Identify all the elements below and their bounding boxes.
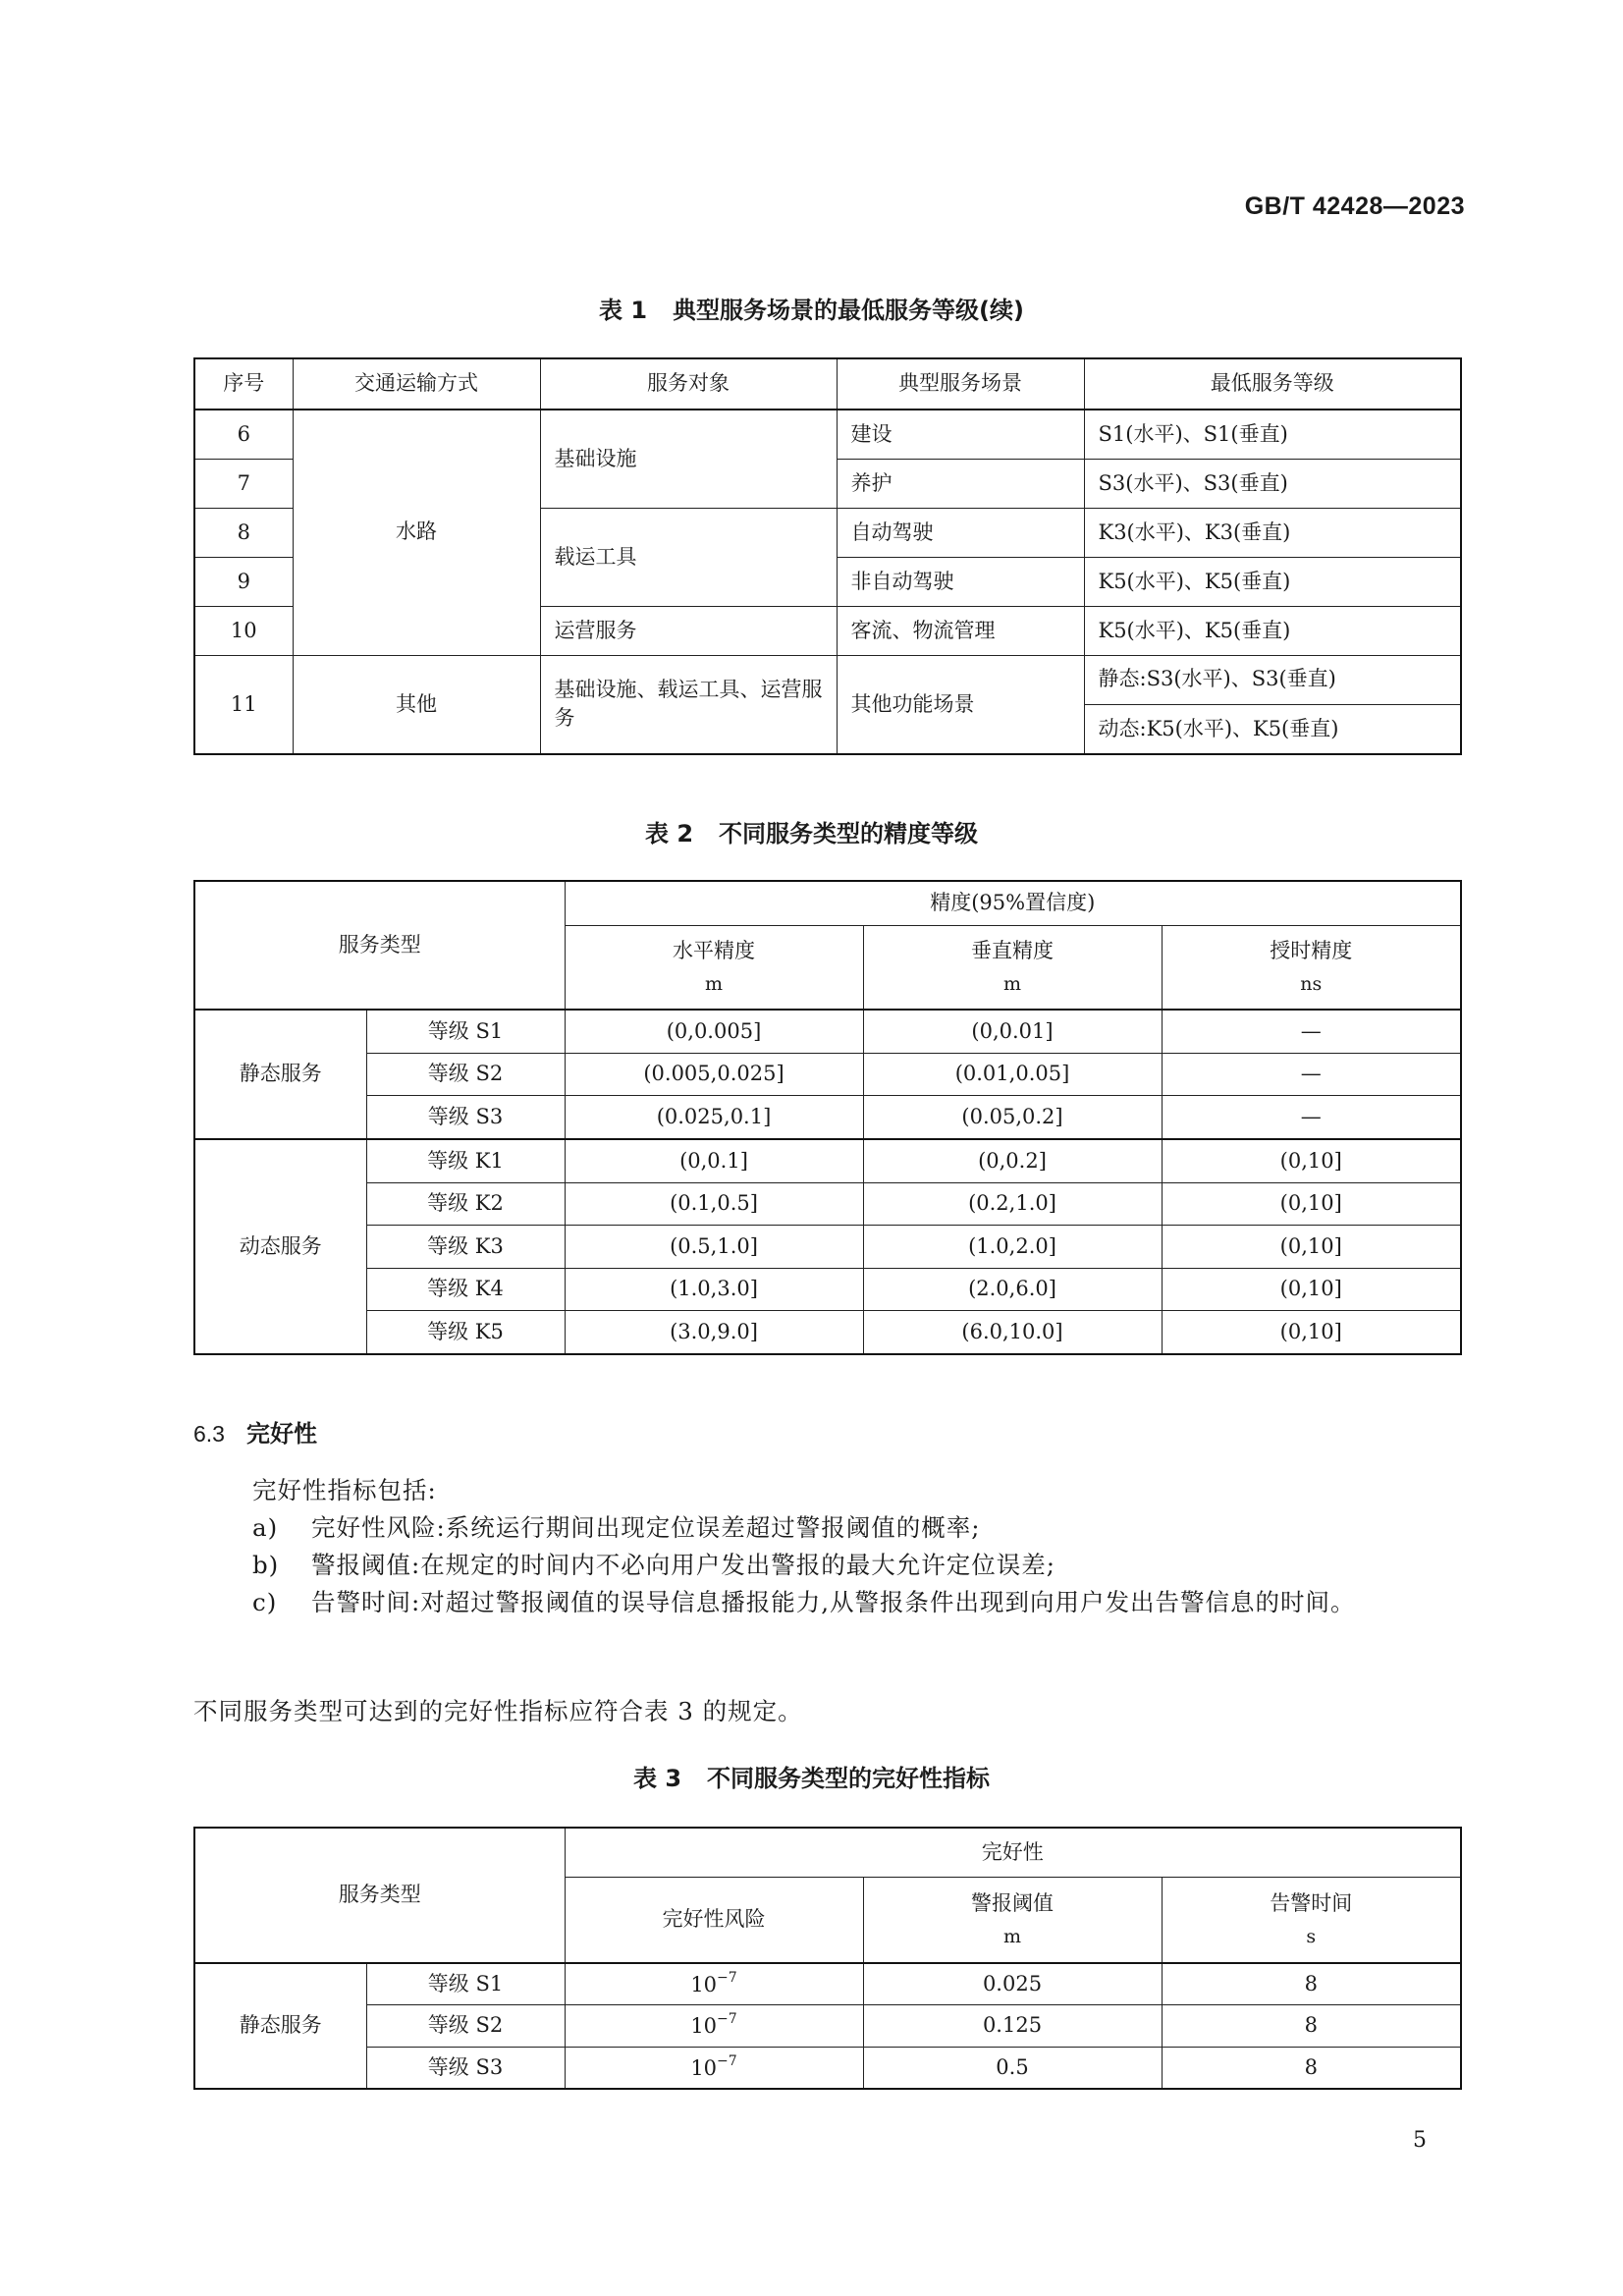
table3-caption-number: 表 3 — [632, 1765, 682, 1792]
horizontal-value: (0.5,1.0] — [565, 1226, 863, 1269]
table-row — [194, 2047, 1461, 2089]
table1-header-cell: 典型服务场景 — [837, 358, 1084, 410]
section-footer-text: 不同服务类型可达到的完好性指标应符合表 3 的规定。 — [193, 1697, 803, 1725]
row-number: 6 — [194, 410, 293, 460]
section-title: 完好性 — [245, 1420, 317, 1448]
service-object: 基础设施、载运工具、运营服务 — [540, 655, 837, 754]
timing-value: — — [1162, 1096, 1461, 1139]
table3-caption — [0, 1759, 1623, 1793]
table-row — [194, 1226, 1461, 1269]
grade-label: 等级 S2 — [366, 1053, 565, 1096]
grade-label: 等级 K4 — [366, 1268, 565, 1311]
table-row — [194, 1268, 1461, 1311]
table3 — [193, 1827, 1462, 2090]
dynamic-service-label: 动态服务 — [194, 1139, 366, 1354]
section-heading — [193, 1414, 317, 1449]
row-number: 9 — [194, 557, 293, 606]
min-service-level: K5(水平)、K5(垂直) — [1084, 606, 1461, 655]
table1-header-cell: 最低服务等级 — [1084, 358, 1461, 410]
table3-caption-title: 不同服务类型的完好性指标 — [707, 1765, 991, 1792]
min-service-level: 动态:K5(水平)、K5(垂直) — [1084, 704, 1461, 754]
service-scene: 其他功能场景 — [837, 655, 1084, 754]
alert-threshold-value: 0.025 — [863, 1963, 1162, 2005]
table-row — [194, 1096, 1461, 1139]
timing-value: (0,10] — [1162, 1139, 1461, 1182]
vertical-value: (0.05,0.2] — [863, 1096, 1162, 1139]
alert-threshold-value: 0.5 — [863, 2047, 1162, 2089]
table2 — [193, 880, 1462, 1355]
horizontal-value: (3.0,9.0] — [565, 1311, 863, 1354]
risk-exponent: −7 — [717, 2052, 737, 2069]
table-row — [194, 2005, 1461, 2047]
integrity-risk-header — [565, 1877, 863, 1963]
table-row — [194, 1963, 1461, 2005]
horizontal-value: (1.0,3.0] — [565, 1268, 863, 1311]
transport-mode: 其他 — [293, 655, 540, 754]
horizontal-value: (0,0.005] — [565, 1010, 863, 1053]
horizontal-value: (0.1,0.5] — [565, 1182, 863, 1226]
table2-caption-number: 表 2 — [644, 820, 694, 847]
list-marker: c) — [252, 1588, 278, 1616]
unit-label: m — [1002, 1926, 1022, 1948]
vertical-value: (1.0,2.0] — [863, 1226, 1162, 1269]
table-row — [194, 1010, 1461, 1053]
vertical-value: (0,0.01] — [863, 1010, 1162, 1053]
horizontal-value: (0.025,0.1] — [565, 1096, 863, 1139]
unit-label: s — [1306, 1926, 1317, 1948]
horizontal-precision-header — [565, 925, 863, 1010]
horizontal-value: (0.005,0.025] — [565, 1053, 863, 1096]
vertical-value: (0.2,1.0] — [863, 1182, 1162, 1226]
unit-label: m — [1002, 973, 1022, 996]
alert-time-header — [1162, 1877, 1461, 1963]
table1-caption-number: 表 1 — [599, 297, 648, 324]
row-number: 7 — [194, 459, 293, 508]
vertical-value: (0.01,0.05] — [863, 1053, 1162, 1096]
table1-header-cell: 交通运输方式 — [293, 358, 540, 410]
table2-caption — [0, 814, 1623, 848]
table-row — [194, 1139, 1461, 1182]
alert-threshold-value: 0.125 — [863, 2005, 1162, 2047]
table-row — [194, 1053, 1461, 1096]
alert-time-value: 8 — [1162, 2047, 1461, 2089]
precision-group-header: 精度(95%置信度) — [565, 881, 1461, 925]
timing-value: — — [1162, 1053, 1461, 1096]
vertical-value: (6.0,10.0] — [863, 1311, 1162, 1354]
min-service-level: K3(水平)、K3(垂直) — [1084, 508, 1461, 557]
table1-caption-title: 典型服务场景的最低服务等级(续) — [673, 297, 1024, 324]
page-number: 5 — [1413, 2128, 1427, 2153]
service-type-header: 服务类型 — [194, 881, 565, 1010]
static-service-label: 静态服务 — [194, 1010, 366, 1139]
section-intro: 完好性指标包括: — [252, 1476, 437, 1504]
service-scene: 养护 — [837, 459, 1084, 508]
service-scene: 客流、物流管理 — [837, 606, 1084, 655]
timing-value: (0,10] — [1162, 1268, 1461, 1311]
table2-header-row — [194, 881, 1461, 925]
header-label: 告警时间 — [1270, 1890, 1353, 1915]
unit-label: m — [704, 973, 724, 996]
header-label: 完好性风险 — [662, 1907, 766, 1932]
alert-threshold-header — [863, 1877, 1162, 1963]
table3-header-row — [194, 1828, 1461, 1877]
service-scene: 非自动驾驶 — [837, 557, 1084, 606]
grade-label: 等级 K5 — [366, 1311, 565, 1354]
row-number: 11 — [194, 655, 293, 754]
risk-base: 10 — [690, 2014, 718, 2039]
table-row — [194, 410, 1461, 460]
integrity-risk-value — [565, 2047, 863, 2089]
min-service-level: S1(水平)、S1(垂直) — [1084, 410, 1461, 460]
grade-label: 等级 S3 — [366, 1096, 565, 1139]
section-number: 6.3 — [193, 1421, 225, 1447]
grade-label: 等级 S2 — [366, 2005, 565, 2047]
service-scene: 自动驾驶 — [837, 508, 1084, 557]
timing-value: (0,10] — [1162, 1311, 1461, 1354]
table-row — [194, 655, 1461, 704]
horizontal-value: (0,0.1] — [565, 1139, 863, 1182]
vertical-precision-header — [863, 925, 1162, 1010]
service-object: 基础设施 — [540, 410, 837, 509]
table1-header-cell: 服务对象 — [540, 358, 837, 410]
static-service-label: 静态服务 — [194, 1963, 366, 2089]
table1 — [193, 357, 1462, 755]
list-marker: b) — [252, 1551, 280, 1579]
grade-label: 等级 K1 — [366, 1139, 565, 1182]
integrity-risk-value — [565, 1963, 863, 2005]
vertical-value: (2.0,6.0] — [863, 1268, 1162, 1311]
service-object: 载运工具 — [540, 508, 837, 606]
risk-exponent: −7 — [717, 2011, 737, 2028]
service-scene: 建设 — [837, 410, 1084, 460]
min-service-level: K5(水平)、K5(垂直) — [1084, 557, 1461, 606]
alert-time-value: 8 — [1162, 2005, 1461, 2047]
service-type-header: 服务类型 — [194, 1828, 565, 1963]
min-service-level: S3(水平)、S3(垂直) — [1084, 459, 1461, 508]
timing-value: (0,10] — [1162, 1226, 1461, 1269]
grade-label: 等级 K2 — [366, 1182, 565, 1226]
row-number: 10 — [194, 606, 293, 655]
grade-label: 等级 S1 — [366, 1963, 565, 2005]
grade-label: 等级 K3 — [366, 1226, 565, 1269]
row-number: 8 — [194, 508, 293, 557]
table-row — [194, 1311, 1461, 1354]
risk-base: 10 — [690, 1972, 718, 1996]
timing-value: — — [1162, 1010, 1461, 1053]
list-text: 警报阈值:在规定的时间内不必向用户发出警报的最大允许定位误差; — [311, 1551, 1056, 1579]
grade-label: 等级 S3 — [366, 2047, 565, 2089]
min-service-level: 静态:S3(水平)、S3(垂直) — [1084, 655, 1461, 704]
service-object: 运营服务 — [540, 606, 837, 655]
integrity-risk-value — [565, 2005, 863, 2047]
transport-mode: 水路 — [293, 410, 540, 656]
alert-time-value: 8 — [1162, 1963, 1461, 2005]
standard-number: GB/T 42428—2023 — [1244, 192, 1465, 220]
risk-exponent: −7 — [717, 1969, 737, 1986]
list-marker: a) — [252, 1513, 279, 1542]
vertical-value: (0,0.2] — [863, 1139, 1162, 1182]
integrity-group-header: 完好性 — [565, 1828, 1461, 1877]
list-text: 告警时间:对超过警报阈值的误导信息播报能力,从警报条件出现到向用户发出告警信息的时间。 — [311, 1588, 1356, 1616]
timing-precision-header — [1162, 925, 1461, 1010]
header-label: 水平精度 — [673, 938, 755, 962]
header-label: 警报阈值 — [971, 1890, 1054, 1915]
table1-header-row — [194, 358, 1461, 410]
table1-header-cell: 序号 — [194, 358, 293, 410]
timing-value: (0,10] — [1162, 1182, 1461, 1226]
unit-label: ns — [1300, 973, 1323, 996]
header-label: 垂直精度 — [971, 938, 1054, 962]
table2-caption-title: 不同服务类型的精度等级 — [719, 820, 979, 847]
grade-label: 等级 S1 — [366, 1010, 565, 1053]
list-text: 完好性风险:系统运行期间出现定位误差超过警报阈值的概率; — [311, 1513, 981, 1542]
header-label: 授时精度 — [1270, 938, 1353, 962]
table1-caption — [0, 291, 1623, 325]
table-row — [194, 1182, 1461, 1226]
risk-base: 10 — [690, 2055, 718, 2080]
